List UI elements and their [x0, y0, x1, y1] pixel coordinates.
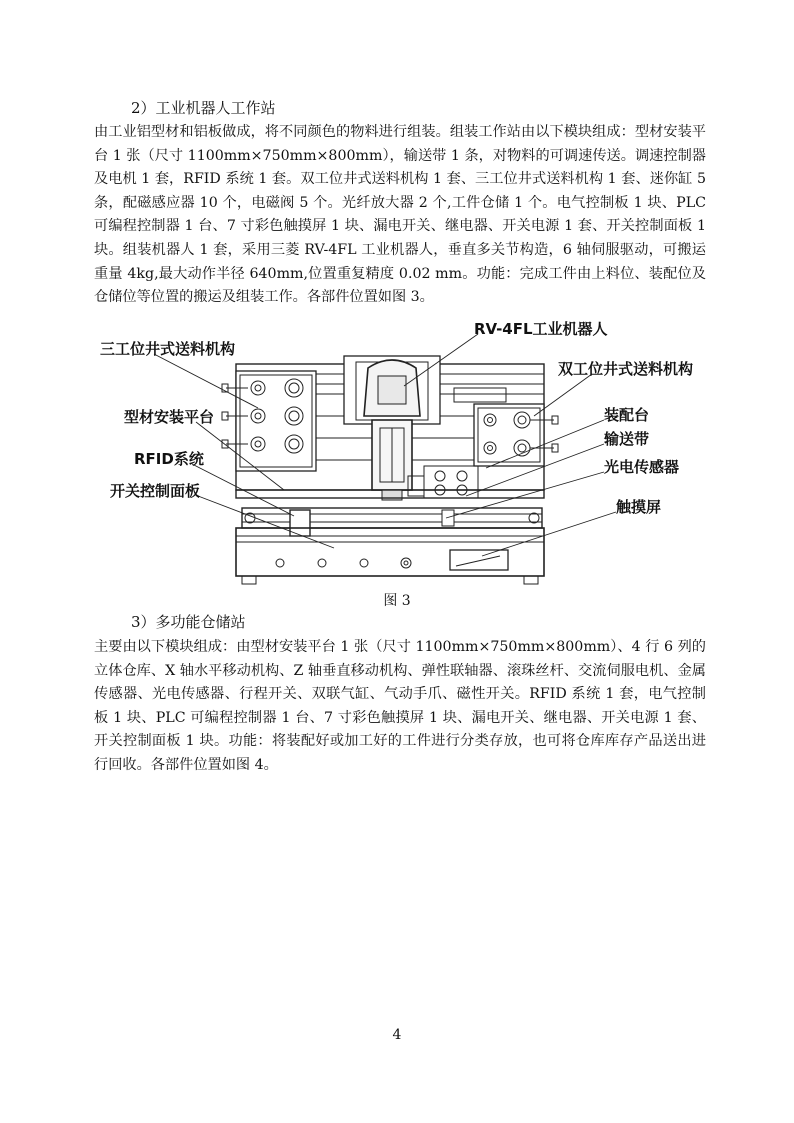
- robot-station-drawing: [94, 316, 706, 588]
- section-3-heading: 3）多功能仓储站: [131, 613, 246, 631]
- label-profile-platform: 型材安装平台: [124, 408, 215, 426]
- section-2-paragraph: 由工业铝型材和铝板做成，将不同颜色的物料进行组装。组装工作站由以下模块组成：型材安装平台 1 张（尺寸 1100mm×750mm×800mm），输送带 1 条，对物料的可调速传送。调速控制器及电机 1 套，RFID 系统 1 套。双工位井式送料机构 1 套、三工位井式送料机构 1 套、迷你缸 5 条，配磁感应器 10 个，电磁阀 5 个。光纤放大器 2 个,工件仓储 1 个。电气控制板 1 块、PLC 可编程控制器 1 台、7 寸彩色触摸屏 1 块、漏电开关、继电器、开关电源 1 套、开关控制面板 1 块。组装机器人 1 套，采用三菱 RV-4FL 工业机器人，垂直多关节构造，6 轴伺服驱动，可搬运重量 4kg,最大动作半径 640mm,位置重复精度 0.02 mm。功能：完成工件由上料位、装配位及仓储位等位置的搬运及组装工作。各部件位置如图 3。: [94, 124, 706, 306]
- label-robot: RV-4FL工业机器人: [474, 320, 608, 338]
- figure-3-caption: 图 3: [383, 593, 411, 609]
- label-assembly-table: 装配台: [604, 406, 650, 424]
- label-three-station-feeder: 三工位井式送料机构: [100, 340, 236, 358]
- section-2-heading: 2）工业机器人工作站: [131, 99, 276, 117]
- page-number: 4: [392, 1027, 402, 1043]
- label-conveyor: 输送带: [604, 430, 650, 448]
- label-two-station-feeder: 双工位井式送料机构: [558, 360, 694, 378]
- label-switch-panel: 开关控制面板: [110, 482, 201, 500]
- label-photo-sensor: 光电传感器: [604, 458, 680, 476]
- label-rfid-system: RFID系统: [134, 450, 204, 468]
- label-touch-screen: 触摸屏: [616, 498, 662, 516]
- section-3-paragraph: 主要由以下模块组成：由型材安装平台 1 张（尺寸 1100mm×750mm×800mm）、4 行 6 列的立体仓库、X 轴水平移动机构、Z 轴垂直移动机构、弹性联轴器、滚珠丝杆、交流伺服电机、金属传感器、光电传感器、行程开关、双联气缸、气动手爪、磁性开关。RFID 系统 1 套，电气控制板 1 块、PLC 可编程控制器 1 台、7 寸彩色触摸屏 1 块、漏电开关、继电器、开关电源 1 套、开关控制面板 1 块。功能：将装配好或加工好的工件进行分类存放，也可将仓库库存产品送出进行回收。各部件位置如图 4。: [94, 639, 706, 773]
- figure-3: [94, 316, 706, 588]
